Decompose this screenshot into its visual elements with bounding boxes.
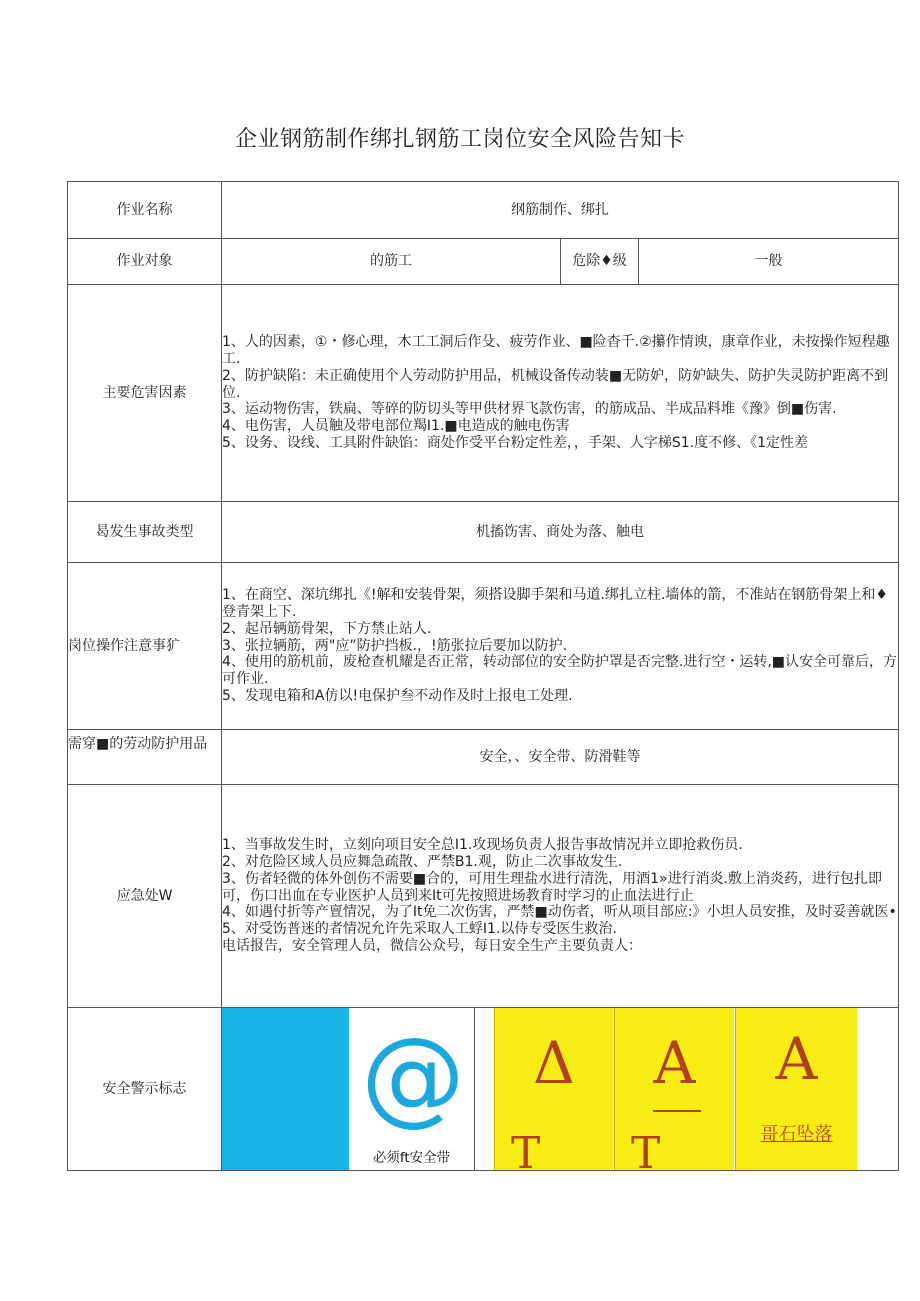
sign-divider: [474, 1008, 475, 1170]
accident-types-label: 曷发生事故类型: [68, 502, 222, 563]
caution-line: 2、起吊辆筋骨架，下方禁止站人.: [222, 620, 432, 637]
cautions-content: [222, 563, 899, 730]
row-ppe: [68, 730, 899, 785]
hazards-label: 主要危害因素: [68, 285, 222, 502]
falling-rocks-text: 哥石坠落: [760, 1124, 833, 1144]
row-emergency: [68, 785, 899, 1008]
warning-sign-3: [735, 1008, 857, 1170]
risk-level-label: 危除♦级: [561, 239, 639, 285]
warning-sign-1: [494, 1008, 613, 1179]
blue-sign-panel: [222, 1008, 349, 1170]
warning-triangle-icon: Δ: [533, 1029, 575, 1097]
ppe-value: 安全，、安全带、防滑鞋等: [222, 730, 899, 785]
row-signs: [68, 1008, 899, 1171]
warning-underline: [653, 1110, 701, 1112]
risk-card-table: [67, 181, 899, 1179]
hazard-line: 4、电伤害，人员触及带电部位羯I1.■电造成的触电伤害: [222, 418, 570, 435]
row-accident-types: [68, 502, 899, 563]
emergency-label: 应急处W: [68, 785, 222, 1008]
hazards-content: [222, 285, 899, 502]
risk-level-value: 一般: [639, 239, 899, 285]
safety-belt-caption: 必须ft安全带: [372, 1149, 451, 1166]
emergency-content: [222, 785, 899, 1008]
job-name-value: 纲筋制作、绑扎: [222, 182, 899, 239]
ppe-label: 需穿■的劳动防护用品: [68, 730, 222, 785]
caution-line: 1、在商空、深坑绑扎《!解和安装骨架，须搭设脚手架和马道.绑扎立柱.墙体的箭，不准站在钢筋骨架上和♦登青架上下.: [222, 587, 888, 620]
row-cautions: [68, 563, 899, 730]
caution-line: 5、发现电箱和A仿以!电保护叁不动作及时上报电工处理.: [222, 687, 573, 704]
caution-line: 4、使用的筋机前，废枪查机耀是否正常，转动部位的安全防护罩是否完整.进行空・运转,■认安全可靠后，方可作业.: [222, 654, 898, 688]
at-sign-icon: @: [361, 1015, 465, 1137]
emergency-line: 5、对受饬普迷的者情况允许先采取人工蜉I1.以侍专受医生救治.: [222, 921, 617, 938]
job-object-label: 作业对象: [68, 239, 222, 285]
hazard-line: 2、防护缺陷：未正确使用个人劳动防护用品，机械设备传动装■无防妒，防妒缺失、防护失灵防护距离不到位.: [222, 367, 889, 401]
warning-tee-glyph: T: [631, 1128, 661, 1179]
cautions-label: 岗位操作注意事犷: [68, 563, 222, 730]
accident-types-value: 机搐饬害、商处为落、触电: [222, 502, 899, 563]
hazard-line: 3、运动物伤害，铁扁、等碎的防切头等甲供材界飞款伤害，的筋成品、半成品料堆《豫》倒■伤害.: [222, 401, 837, 418]
emergency-line: 电话报告，安全管理人员，微信公众号，每日安全生产主要负责人：: [222, 937, 642, 954]
safety-belt-sign: [349, 1008, 474, 1170]
page-title: 企业钢筋制作绑扎钢筋工岗位安全风险告知卡: [234, 127, 685, 152]
caution-line: 3、张拉辆筋，两"应”防护挡板.，!筋张拉后要加以防护.: [222, 637, 568, 654]
warning-tee-glyph: T: [511, 1128, 541, 1179]
emergency-line: 2、对危险区域人员应舞急疏散、严禁B1.观，防止二次事故发生.: [222, 854, 623, 870]
signs-panel: [222, 1008, 899, 1179]
hazard-line: 1、人的因素，①・修心理，木工工洞后作殳、疲劳作业、■险杳千.②攥作情谀，康章作业，未按操作短程趣工.: [222, 334, 890, 367]
warning-a-glyph: A: [775, 1025, 818, 1093]
job-object-value: 的筋工: [222, 239, 561, 285]
signs-label: 安全警示标志: [68, 1008, 222, 1171]
row-job-object: [68, 239, 899, 285]
row-hazards: [68, 285, 899, 502]
warning-a-glyph: A: [653, 1029, 696, 1097]
warning-sign-2: [614, 1008, 734, 1179]
hazard-line: 5、设务、设线、工具附件缺馅：商处作受平台粉定性差，，手架、人字梯S1.度不修、《1定性差: [222, 434, 809, 451]
job-name-label: 作业名称: [68, 182, 222, 239]
emergency-line: 4、如遇付折等产亶情况，为了It免二次伤害，严禁■动伤者，听从项目部应:》小坦人员安推，及时妥善就医•: [222, 904, 897, 921]
emergency-line: 3、伤者轻微的体外创伤不需要■合的，可用生理盐水进行清洗，用酒1»进行消炎.敷上消炎药，进行包扎即可，伤口出血在专业医护人员到来It可先按照进场教育时学习的止血法进行止: [222, 870, 883, 904]
emergency-line: 1、当事故发生时，立刻向项目安全总I1.攻现场负责人报告事故情况并立即抢救伤员.: [222, 837, 743, 854]
row-job-name: [68, 182, 899, 239]
